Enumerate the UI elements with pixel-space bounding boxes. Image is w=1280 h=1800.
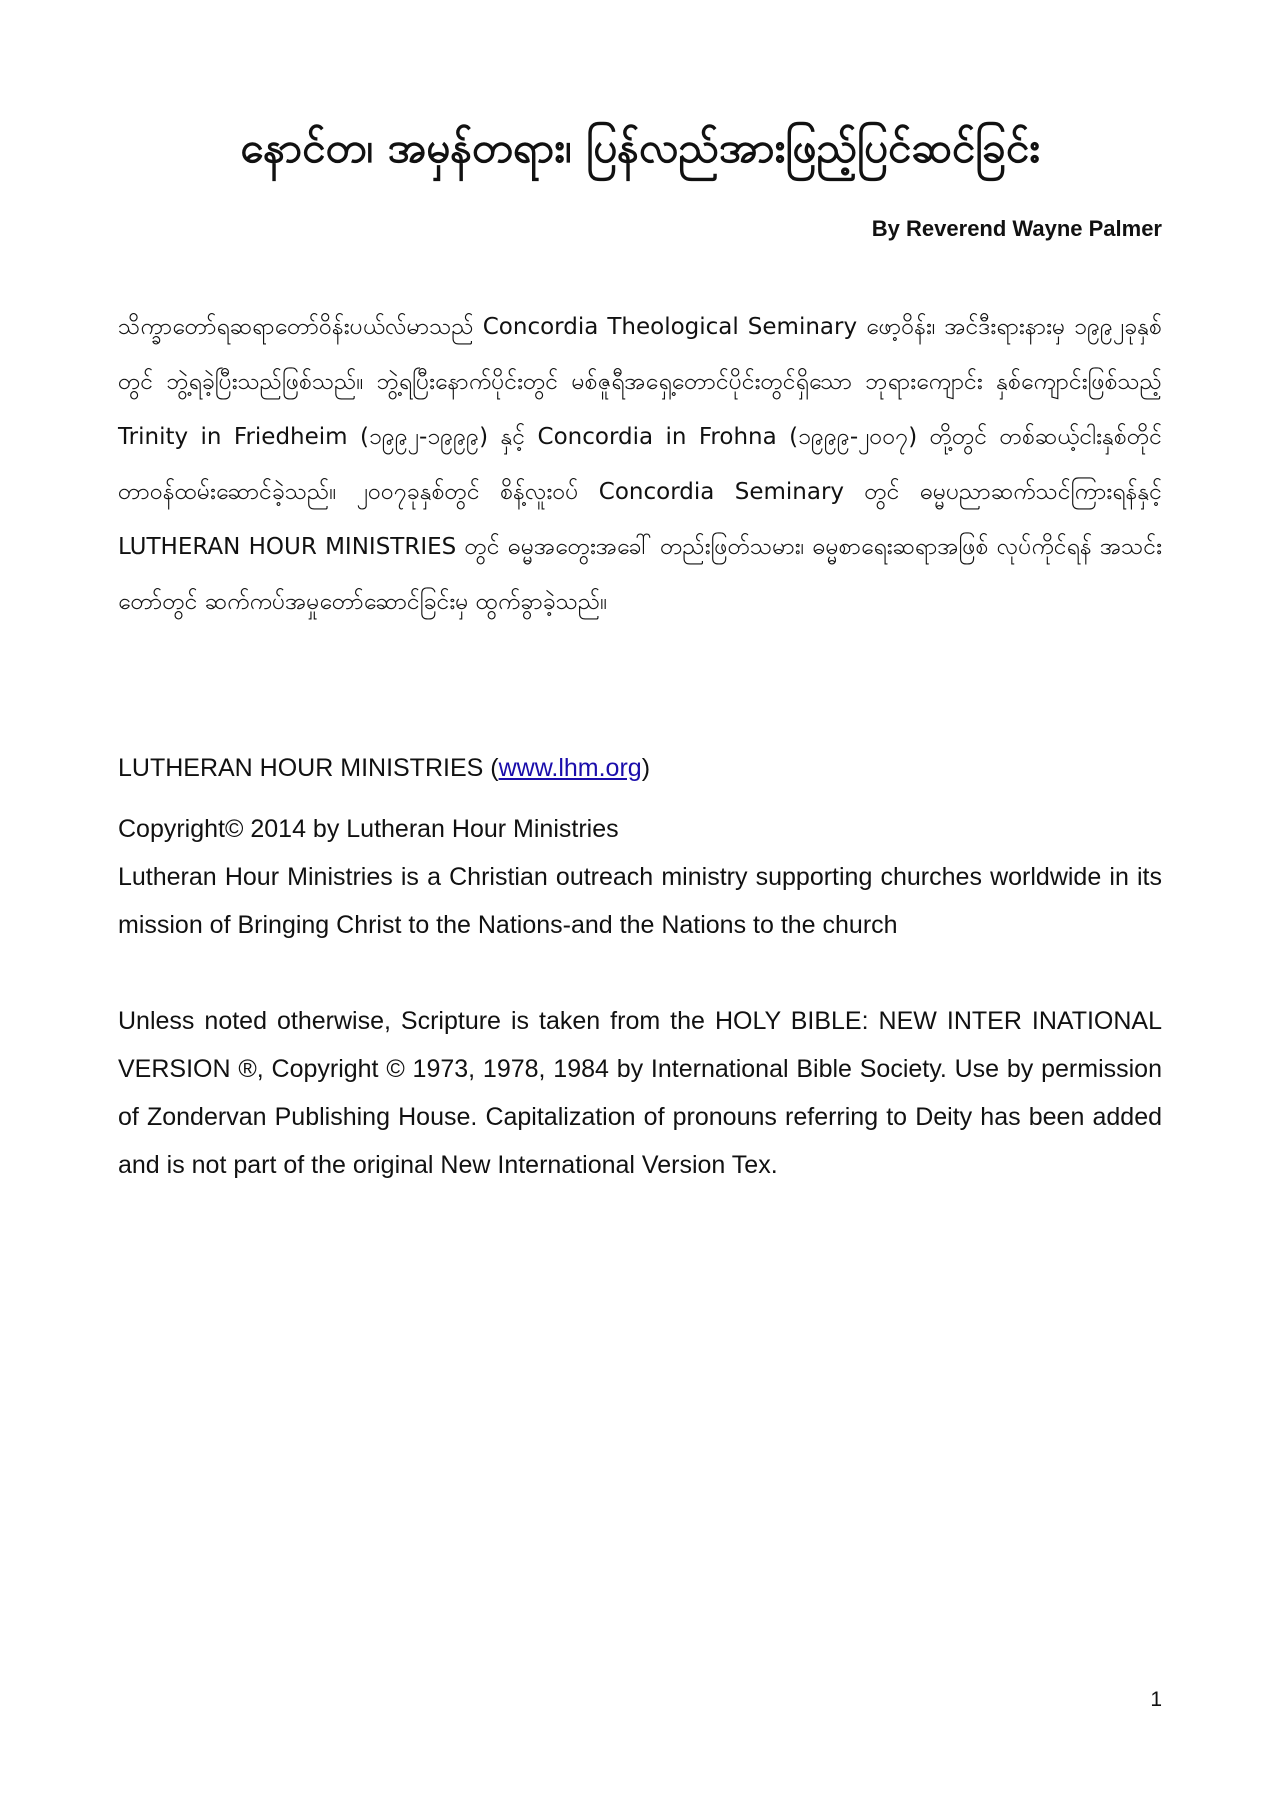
page-number: 1 — [1150, 1688, 1162, 1711]
scripture-notice: Unless noted otherwise, Scripture is taken from the HOLY BIBLE: NEW INTER INATIONAL VERSION ®, Copyright © 1973, 1978, 1984 by International Bible Society. Use by permission of Zondervan Publishing House. Capitalization of pronouns referring to Deity has been added and is not part of the original New International Version Tex. — [118, 1007, 1162, 1179]
mission-statement: Lutheran Hour Ministries is a Christian outreach ministry supporting churches worldwide in its mission of Bringing Christ to the Nations-and the Nations to the church — [118, 863, 1162, 939]
author-bio-paragraph: သိက္ခာတော်ရဆရာတော်ဝိန်းပယ်လ်မာသည် Concordia Theological Seminary ဖော့ဝိန်း၊ အင်ဒီးရားနားမှ ၁၉၉၂ခုနှစ်တွင် ဘွဲ့ရခဲ့ပြီးသည်ဖြစ်သည်။ ဘွဲ့ရပြီးနောက်ပိုင်းတွင် မစ်ဇူရီအရှေ့တောင်ပိုင်းတွင်ရှိသော ဘုရားကျောင်း နှစ်ကျောင်းဖြစ်သည့် Trinity in Friedheim (၁၉၉၂-၁၉၉၉) နှင့် Concordia in Frohna (၁၉၉၉-၂၀၀၇) တို့တွင် တစ်ဆယ့်ငါးနှစ်တိုင် တာဝန်ထမ်းဆောင်ခဲ့သည်။ ၂၀၀၇ခုနှစ်တွင် စိန့်လူးဝပ် Concordia Seminary တွင် ဓမ္မပညာဆက်သင်ကြားရန်နှင့် LUTHERAN HOUR MINISTRIES တွင် ဓမ္မအတွေးအခေါ် တည်းဖြတ်သမား၊ ဓမ္မစာရေးဆရာအဖြစ် လုပ်ကိုင်ရန် အသင်းတော်တွင် ဆက်ကပ်အမှုတော်ဆောင်ခြင်းမှ ထွက်ခွာခဲ့သည်။ — [118, 314, 1162, 615]
ministry-line — [118, 748, 1162, 788]
ministry-close-paren: ) — [641, 754, 651, 782]
ministry-website-link[interactable]: www.lhm.org — [498, 754, 642, 782]
document-title: နောင်တ၊ အမှန်တရား၊ ပြန်လည်အားဖြည့်ပြင်ဆင်ခြင်း — [240, 123, 1040, 172]
copyright-line: Copyright© 2014 by Lutheran Hour Ministries — [118, 815, 619, 843]
author-line: By Reverend Wayne Palmer — [871, 216, 1162, 241]
ministry-name: LUTHERAN HOUR MINISTRIES ( — [118, 754, 499, 782]
